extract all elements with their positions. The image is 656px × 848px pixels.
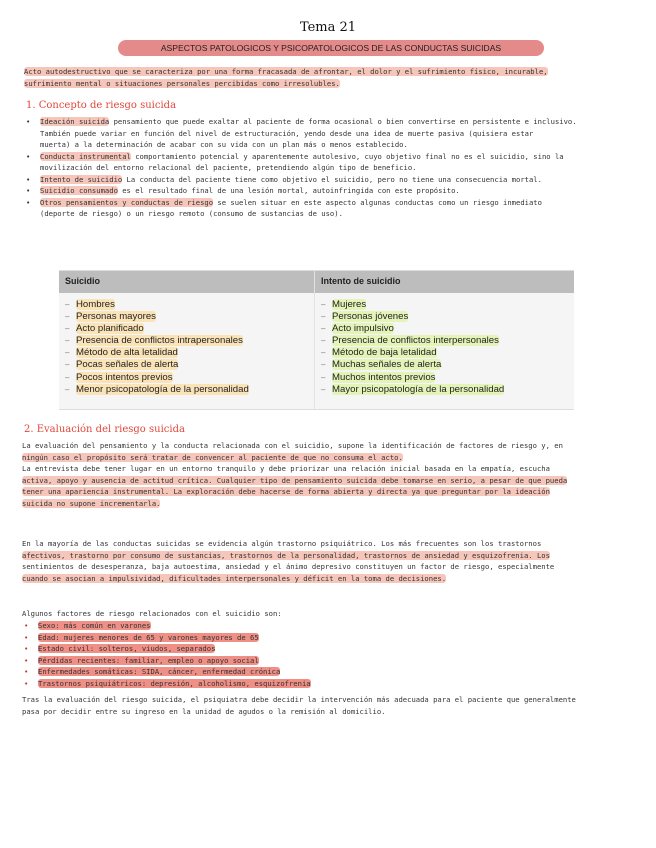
dash-marker: –	[65, 384, 70, 394]
cell-text: Personas mayores	[76, 311, 156, 323]
cell-text: Mayor psicopatología de la personalidad	[332, 383, 505, 395]
cell-text: Menor psicopatología de la personalidad	[76, 383, 249, 395]
cell-text: Personas jóvenes	[332, 311, 409, 323]
table-cell	[65, 299, 249, 311]
item-text: movilización del entorno relacional del paciente, pretendiendo algún tipo de beneficio.	[40, 163, 417, 172]
table-cell	[65, 359, 249, 371]
intro-paragraph	[24, 66, 634, 89]
text-line	[22, 538, 638, 550]
risk-factor-text: Sexo: más común en varones	[38, 621, 151, 630]
disorders-paragraph	[22, 538, 638, 584]
list-item	[24, 174, 636, 186]
line-text: En la mayoría de las conductas suicidas se evidencia algún trastorno psiquiátrico. Los más frecuentes son los trastornos	[22, 539, 542, 548]
concept-list	[24, 116, 636, 220]
table-cell	[321, 335, 504, 347]
table-cell	[321, 359, 504, 371]
closing-paragraph	[22, 694, 638, 717]
term: Suicidio consumado	[40, 186, 118, 195]
item-text: (deporte de riesgo) o un riesgo remoto (consumo de sustancias de uso).	[40, 209, 343, 218]
list-item	[24, 197, 636, 220]
factors-intro: Algunos factores de riesgo relacionados con el suicidio son:	[22, 609, 282, 618]
table-cell	[321, 323, 504, 335]
dash-marker: –	[65, 336, 70, 346]
table-header	[59, 271, 574, 293]
intro-line-1: Acto autodestructivo que se caracteriza por una forma fracasada de afrontar, el dolor y el sufrimiento físico, incurable,	[24, 67, 548, 76]
risk-factor-text: Estado civil: solteros, viudos, separados	[38, 644, 216, 653]
list-item	[24, 185, 636, 197]
list-item	[24, 151, 636, 174]
risk-factor-item	[22, 666, 622, 678]
dash-marker: –	[65, 360, 70, 370]
cell-text: Muchas señales de alerta	[332, 359, 442, 371]
cell-text: Presencia de conflictos interpersonales	[332, 335, 499, 347]
table-cell	[65, 323, 249, 335]
text-line	[22, 452, 638, 464]
list-item	[24, 116, 636, 151]
text-line	[22, 463, 638, 475]
term: Otros pensamientos y conductas de riesgo	[40, 197, 214, 207]
cell-text: Acto impulsivo	[332, 323, 394, 335]
table-cell	[65, 384, 249, 396]
page-title: Tema 21	[299, 20, 357, 35]
column-intento	[321, 299, 504, 396]
line-text: La evaluación del pensamiento y la conducta relacionada con el suicidio, supone la identificación de factores de riesgo y, en	[22, 441, 563, 450]
cell-text: Muchos intentos previos	[332, 371, 436, 383]
dash-marker: –	[321, 360, 326, 370]
col-header-suicidio: Suicidio	[65, 276, 101, 286]
term: Ideación suicida	[40, 117, 110, 126]
term: Conducta instrumental	[40, 151, 131, 161]
column-divider	[314, 271, 315, 409]
section-1-heading: 1. Concepto de riesgo suicida	[26, 100, 177, 111]
risk-factor-item	[22, 655, 622, 667]
item-text: muerta) a la determinación de acabar con su vida con un plan más o menos establecido.	[40, 140, 408, 149]
col-header-intento: Intento de suicidio	[321, 276, 401, 286]
dash-marker: –	[65, 324, 70, 334]
risk-factor-text: Pérdidas recientes: familiar, empleo o apoyo social	[38, 655, 259, 665]
topic-banner: ASPECTOS PATOLOGICOS Y PSICOPATOLOGICOS DE LAS CONDUCTAS SUICIDAS	[118, 40, 544, 56]
line-text: cuando se asocian a impulsividad, dificultades interpersonales y déficit en la toma de decisiones.	[22, 573, 447, 583]
item-text: se suelen situar en este aspecto algunas conductas como un riesgo inmediato	[213, 197, 542, 207]
text-line	[22, 550, 638, 562]
cell-text: Método de alta letalidad	[76, 347, 178, 359]
text-line	[22, 561, 638, 573]
table-cell	[65, 372, 249, 384]
table-cell	[321, 347, 504, 359]
dash-marker: –	[321, 312, 326, 322]
dash-marker: –	[65, 348, 70, 358]
risk-factor-item	[22, 632, 622, 644]
line-text: tener una apariencia instrumental. La exploración debe hacerse de forma abierta y directa ya que preguntar por la ideación	[22, 487, 550, 496]
cell-text: Hombres	[76, 299, 115, 310]
dash-marker: –	[321, 336, 326, 346]
term: Intento de suicidio	[40, 174, 123, 184]
item-text: pensamiento que puede exaltar al paciente de forma ocasional o bien convertirse en persistente e inclusivo.	[109, 117, 577, 126]
text-line	[22, 475, 638, 487]
table-cell	[65, 335, 249, 347]
risk-factor-text: Edad: mujeres menores de 65 y varones mayores de 65	[38, 632, 259, 642]
item-text: También puede variar en función del nivel de estructuración, yendo desde una idea de muerte pasiva (quisiera estar	[40, 128, 534, 138]
line-text: Tras la evaluación del riesgo suicida, el psiquiatra debe decidir la intervención más adecuada para el paciente que generalmente	[22, 695, 576, 704]
text-line	[22, 498, 638, 510]
table-cell	[321, 372, 504, 384]
text-line	[22, 694, 638, 706]
cell-text: Acto planificado	[76, 323, 144, 335]
text-line	[22, 486, 638, 498]
line-text: ningún caso el propósito será tratar de convencer al paciente de que no consuma el acto.	[22, 452, 403, 462]
line-text: activa, apoyo y ausencia de actitud crítica. Cualquier tipo de pensamiento suicida debe tomarse en serio, a pesar de que pueda	[22, 475, 568, 485]
cell-text: Presencia de conflictos intrapersonales	[76, 335, 243, 347]
evaluation-paragraph	[22, 440, 638, 509]
table-cell	[65, 311, 249, 323]
dash-marker: –	[65, 312, 70, 322]
line-text: suicida no supone incrementarla.	[22, 498, 161, 508]
line-text: afectivos, trastorno por consumo de sustancias, trastornos de la personalidad, trastornos de ansiedad y esquizofrenia. Los	[22, 550, 550, 560]
text-line	[22, 706, 638, 718]
cell-text: Método de baja letalidad	[332, 347, 437, 359]
cell-text: Pocas señales de alerta	[76, 359, 179, 371]
risk-factor-text: Trastornos psiquiátricos: depresión, alcoholismo, esquizofrenia	[38, 678, 311, 688]
section-2-heading: 2. Evaluación del riesgo suicida	[24, 424, 185, 435]
column-suicidio	[65, 299, 249, 396]
table-cell	[321, 311, 504, 323]
text-line	[22, 440, 638, 452]
cell-text: Mujeres	[332, 299, 367, 310]
item-text: es el resultado final de una lesión mortal, autoinfringida con este propósito.	[117, 186, 460, 195]
dash-marker: –	[65, 300, 70, 309]
table-cell	[321, 384, 504, 396]
text-line	[22, 573, 638, 585]
risk-factors-list	[22, 620, 622, 689]
line-text: pasa por decidir entre su ingreso en la unidad de agudos o la remisión al domicilio.	[22, 706, 386, 716]
line-text: sentimientos de desesperanza, baja autoestima, ansiedad y el ánimo depresivo constituyen un factor de riesgo, especialmente	[22, 562, 555, 571]
dash-marker: –	[321, 372, 326, 382]
comparison-table	[59, 270, 574, 410]
line-text: La entrevista debe tener lugar en un entorno tranquilo y debe priorizar una relación inicial basada en la empatía, escucha	[22, 464, 550, 473]
risk-factor-item	[22, 620, 622, 632]
cell-text: Pocos intentos previos	[76, 371, 173, 383]
item-text: comportamiento potencial y aparentemente autolesivo, cuyo objetivo final no es el suicidio, sino la	[130, 151, 564, 161]
dash-marker: –	[65, 372, 70, 382]
risk-factor-item	[22, 643, 622, 655]
item-text: La conducta del paciente tiene como objetivo el suicidio, pero no tiene una consecuencia mortal.	[122, 174, 542, 184]
dash-marker: –	[321, 384, 326, 394]
intro-line-2: sufrimiento mental o situaciones personales percibidas como irresolubles.	[24, 78, 340, 88]
dash-marker: –	[321, 324, 326, 334]
dash-marker: –	[321, 348, 326, 358]
table-cell	[65, 347, 249, 359]
dash-marker: –	[321, 300, 326, 309]
table-cell	[321, 299, 504, 311]
risk-factor-item	[22, 678, 622, 690]
risk-factor-text: Enfermedades somáticas: SIDA, cáncer, enfermedad crónica	[38, 667, 281, 676]
